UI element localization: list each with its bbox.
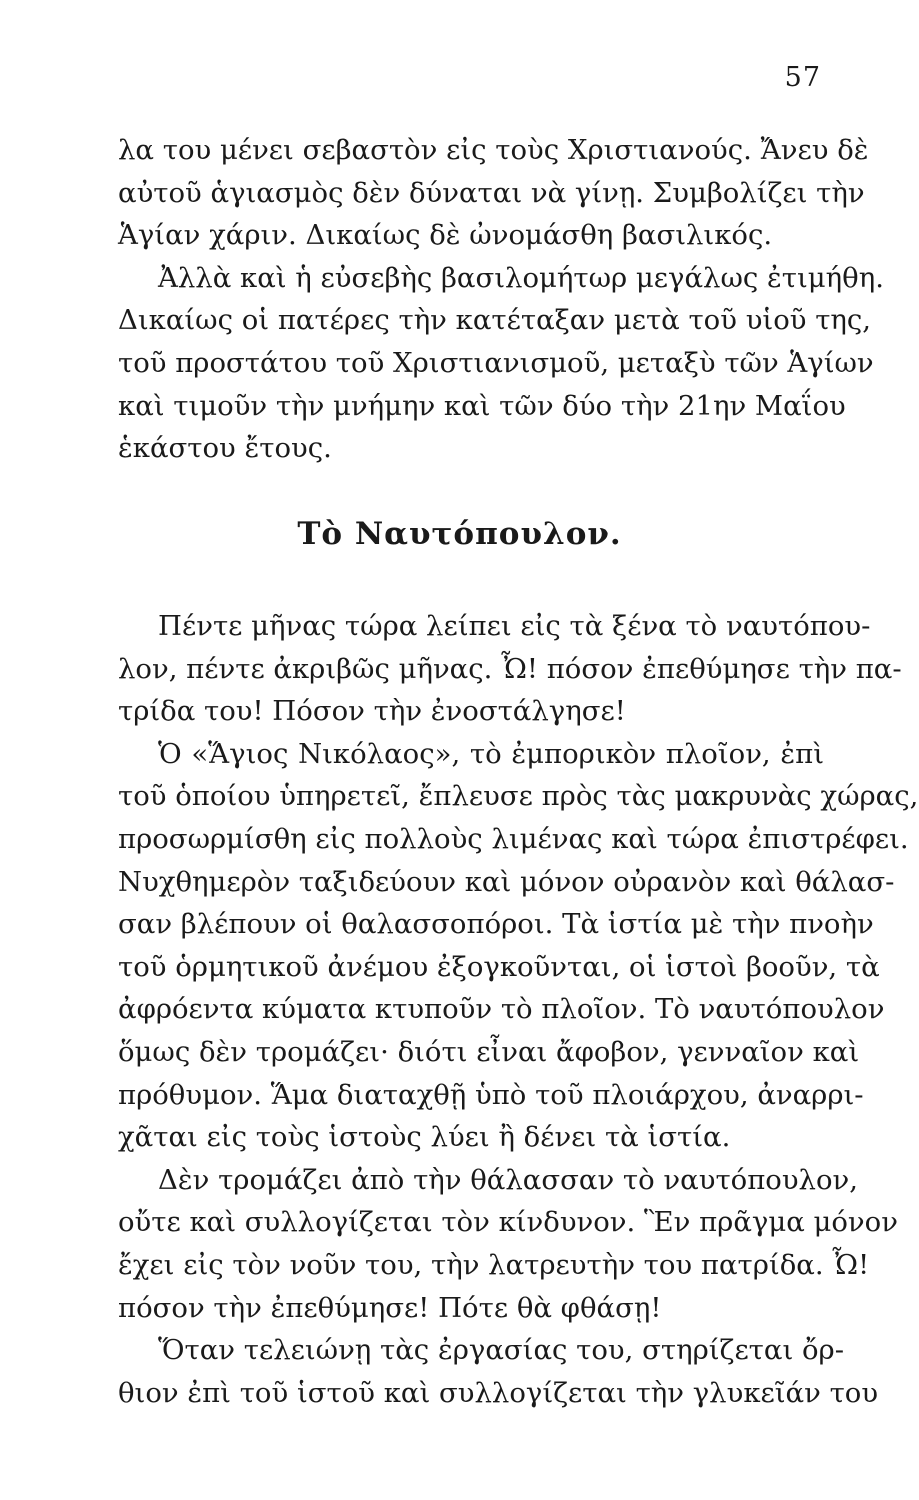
- text-line: προσωρμίσθη εἰς πολλοὺς λιμένας καὶ τώρα ἐπιστρέφει.: [118, 822, 909, 855]
- text-line: τοῦ ὁρμητικοῦ ἀνέμου ἐξογκοῦνται, οἱ ἱστοὶ βοοῦν, τὰ: [118, 950, 880, 983]
- text-line: πρόθυμον. Ἅμα διαταχθῇ ὑπὸ τοῦ πλοιάρχου, ἀναρρι-: [118, 1078, 864, 1111]
- text-line: ὅμως δὲν τρομάζει· διότι εἶναι ἄφοβον, γενναῖον καὶ: [118, 1035, 860, 1068]
- text-line: ἔχει εἰς τὸν νοῦν του, τὴν λατρευτὴν του πατρίδα. Ὦ!: [118, 1248, 870, 1281]
- text-line: Ὁ «Ἅγιος Νικόλαος», τὸ ἐμπορικὸν πλοῖον, ἐπὶ: [158, 737, 824, 770]
- story-text: [118, 605, 919, 1414]
- text-line: τοῦ προστάτου τοῦ Χριστιανισμοῦ, μεταξὺ τῶν Ἁγίων: [118, 346, 874, 379]
- text-line: Ἁγίαν χάριν. Δικαίως δὲ ὠνομάσθη βασιλικός.: [118, 219, 773, 252]
- text-line: τοῦ ὁποίου ὑπηρετεῖ, ἔπλευσε πρὸς τὰς μακρυνὰς χώρας,: [118, 780, 919, 813]
- text-line: ἀφρόεντα κύματα κτυποῦν τὸ πλοῖον. Τὸ ναυτόπουλον: [118, 993, 885, 1026]
- text-line: καὶ τιμοῦν τὴν μνήμην καὶ τῶν δύο τὴν 21ην Μαΐου: [118, 389, 846, 422]
- text-line: Δικαίως οἱ πατέρες τὴν κατέταξαν μετὰ τοῦ υἱοῦ της,: [118, 304, 872, 337]
- text-line: θιον ἐπὶ τοῦ ἱστοῦ καὶ συλλογίζεται τὴν γλυκεῖάν του: [118, 1376, 879, 1409]
- text-line: πόσον τὴν ἐπεθύμησε! Πότε θὰ φθάσῃ!: [118, 1291, 662, 1324]
- text-line: Νυχθημερὸν ταξιδεύουν καὶ μόνον οὐρανὸν καὶ θάλασ-: [118, 865, 895, 898]
- text-line: Δὲν τρομάζει ἀπὸ τὴν θάλασσαν τὸ ναυτόπουλον,: [158, 1163, 859, 1196]
- text-line: οὔτε καὶ συλλογίζεται τὸν κίνδυνον. Ἓν πρᾶγμα μόνον: [118, 1206, 898, 1239]
- section-title: Τὸ Ναυτόπουλον.: [297, 516, 622, 552]
- text-line: τρίδα του! Πόσον τὴν ἐνοστάλγησε!: [118, 695, 626, 728]
- text-line: λον, πέντε ἀκριβῶς μῆνας. Ὦ! πόσον ἐπεθύμησε τὴν πα-: [118, 652, 902, 685]
- text-line: Ἀλλὰ καὶ ἡ εὐσεβὴς βασιλομήτωρ μεγάλως ἐτιμήθη.: [158, 261, 884, 294]
- text-line: Ὅταν τελειώνῃ τὰς ἐργασίας του, στηρίζεται ὄρ-: [158, 1334, 845, 1367]
- text-line: λα του μένει σεβαστὸν εἰς τοὺς Χριστιανούς. Ἄνευ δὲ: [118, 134, 869, 166]
- text-line: χᾶται εἰς τοὺς ἱστοὺς λύει ἢ δένει τὰ ἱστία.: [118, 1121, 731, 1154]
- text-line: ἑκάστου ἔτους.: [118, 432, 332, 465]
- top-paragraph: [118, 129, 884, 470]
- text-line: Πέντε μῆνας τώρα λείπει εἰς τὰ ξένα τὸ ναυτόπου-: [158, 610, 871, 642]
- page-number: 57: [784, 62, 821, 93]
- text-line: αὐτοῦ ἁγιασμὸς δὲν δύναται νὰ γίνῃ. Συμβολίζει τὴν: [118, 176, 865, 209]
- text-line: σαν βλέπουν οἱ θαλασσοπόροι. Τὰ ἱστία μὲ τὴν πνοὴν: [118, 908, 874, 941]
